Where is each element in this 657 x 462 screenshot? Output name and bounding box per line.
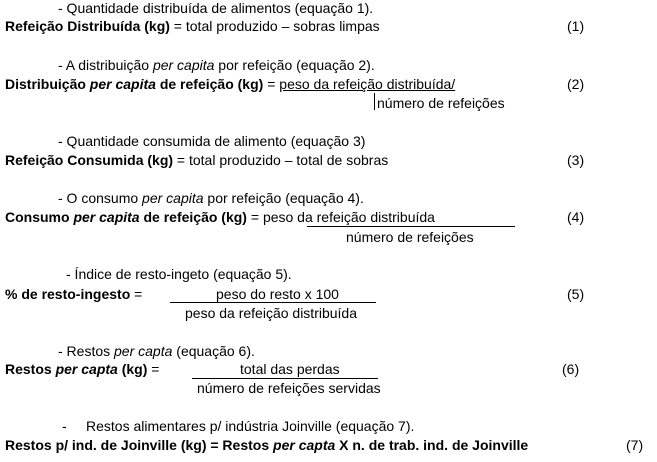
- eq6-label-italic: per capta: [55, 361, 118, 377]
- eq3-label: Refeição Consumida (kg): [5, 152, 174, 168]
- eq1-intro: - Quantidade distribuída de alimentos (equação 1).: [58, 0, 374, 16]
- eq4-intro-pre: - O consumo: [58, 190, 143, 206]
- eq4-denominator: número de refeições: [346, 229, 474, 245]
- eq6-intro-post: (equação 6).: [172, 343, 255, 359]
- eq6-fraction-bar: [192, 378, 378, 379]
- eq4-intro-post: por refeição (equação 4).: [203, 190, 364, 206]
- eq6-intro-italic: per capta: [114, 343, 173, 359]
- eq6-label-post: (kg): [117, 361, 148, 377]
- eq3-formula: [5, 152, 388, 168]
- eq1-label: Refeição Distribuída (kg): [5, 18, 170, 34]
- eq2-formula: [5, 76, 455, 92]
- eq5-intro: - Índice de resto-ingeto (equação 5).: [66, 266, 292, 282]
- eq4-formula: [5, 209, 435, 225]
- eq2-intro: [58, 57, 375, 73]
- eq1-formula: [5, 18, 380, 34]
- eq3-number: (3): [567, 152, 585, 168]
- eq2-fraction-divider: [374, 93, 375, 110]
- eq1-expression: = total produzido – sobras limpas: [169, 18, 380, 34]
- eq6-formula: [5, 361, 159, 377]
- eq2-label-pre: Distribuição: [5, 76, 90, 92]
- eq2-equals: =: [263, 76, 280, 92]
- eq2-intro-italic: per capita: [152, 57, 215, 73]
- eq2-intro-post: por refeição (equação 2).: [214, 57, 375, 73]
- eq5-equals: =: [130, 286, 143, 302]
- eq4-equals: =: [246, 209, 263, 225]
- eq6-number: (6): [562, 361, 580, 377]
- eq7-number: (7): [626, 437, 644, 453]
- eq7-label-pre: Restos p/ ind. de Joinville (kg) = Restos: [5, 437, 274, 453]
- eq4-label-post: de refeição (kg): [139, 209, 247, 225]
- eq7-label-italic: per capta: [273, 437, 336, 453]
- eq6-denominator: número de refeições servidas: [197, 380, 381, 396]
- eq7-label-post: X n. de trab. ind. de Joinville: [335, 437, 529, 453]
- eq4-number: (4): [567, 209, 585, 225]
- eq2-intro-pre: - A distribuição: [58, 57, 153, 73]
- eq4-fraction-bar: [307, 226, 515, 227]
- eq2-numerator: peso da refeição distribuída/: [279, 76, 456, 92]
- eq5-label: % de resto-ingesto: [5, 286, 131, 302]
- eq6-numerator: total das perdas: [240, 361, 340, 377]
- eq3-expression: = total produzido – total de sobras: [173, 152, 389, 168]
- eq5-numerator: peso do resto x 100: [216, 286, 339, 302]
- eq5-formula: [5, 286, 142, 302]
- eq2-label-post: de refeição (kg): [155, 76, 264, 92]
- eq4-label-pre: Consumo: [5, 209, 74, 225]
- eq5-number: (5): [567, 286, 585, 302]
- eq6-label-pre: Restos: [5, 361, 56, 377]
- eq7-intro: Restos alimentares p/ indústria Joinville (equação 7).: [86, 418, 415, 434]
- eq7-formula: [5, 437, 528, 453]
- eq1-number: (1): [567, 18, 585, 34]
- eq6-equals: =: [147, 361, 160, 377]
- eq5-fraction-bar: [170, 302, 376, 303]
- eq2-label-italic: per capita: [89, 76, 156, 92]
- eq4-intro: [58, 190, 364, 206]
- eq6-intro: [58, 343, 255, 359]
- eq3-intro: - Quantidade consumida de alimento (equação 3): [58, 133, 366, 149]
- eq7-intro-dash: -: [62, 418, 67, 434]
- eq5-denominator: peso da refeição distribuída: [185, 305, 357, 321]
- eq6-intro-pre: - Restos: [58, 343, 115, 359]
- eq2-number: (2): [567, 76, 585, 92]
- eq4-numerator: peso da refeição distribuída: [262, 209, 435, 225]
- eq4-label-italic: per capita: [73, 209, 140, 225]
- eq2-denominator: número de refeições: [377, 95, 505, 111]
- eq4-intro-italic: per capita: [142, 190, 204, 206]
